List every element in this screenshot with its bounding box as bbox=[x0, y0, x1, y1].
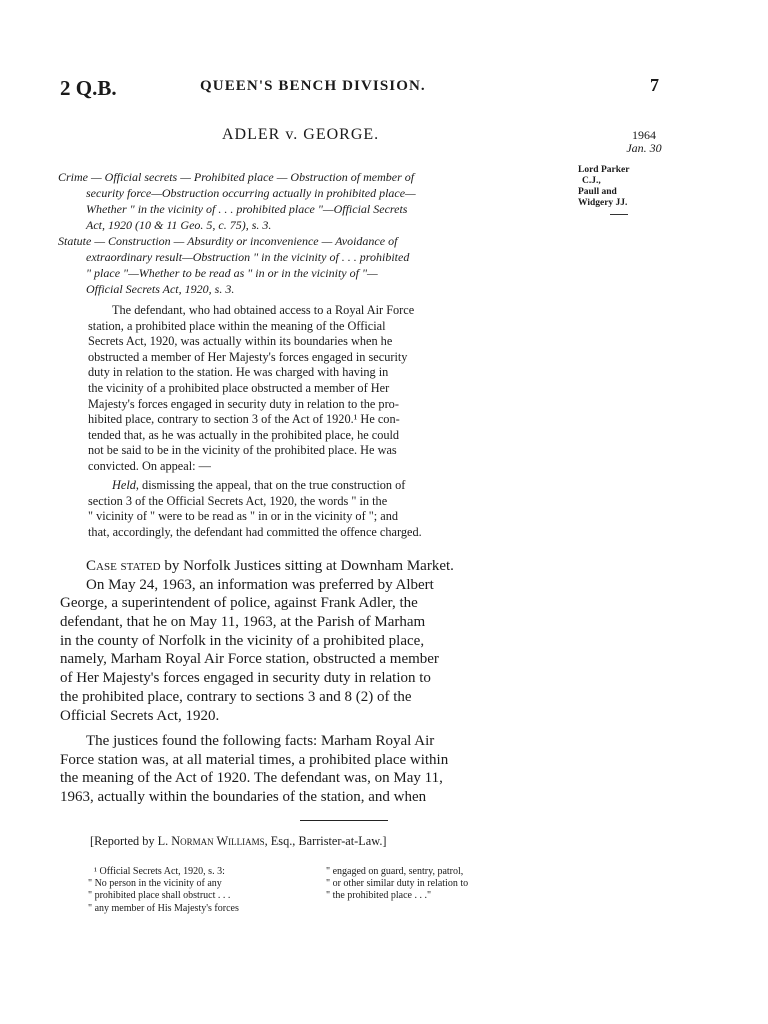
judge-line: Lord Parker bbox=[578, 165, 630, 175]
body-line: of Her Majesty's forces engaged in security duty in relation to bbox=[60, 670, 431, 687]
body-line: Force station was, at all material times, a prohibited place within bbox=[60, 751, 449, 768]
body-line: George, a superintendent of police, against Frank Adler, the bbox=[60, 595, 418, 612]
headnote-line: the vicinity of a prohibited place obstructed a member of Her bbox=[88, 380, 390, 395]
body-line: defendant, that he on May 11, 1963, at the Parish of Marham bbox=[60, 614, 426, 631]
headnote-line: section 3 of the Official Secrets Act, 1920, the words " in the bbox=[88, 493, 388, 508]
headnote-held bbox=[88, 478, 572, 540]
body-line: Case stated by Norfolk Justices sitting at Downham Market. bbox=[86, 558, 454, 574]
catchword-line: security force—Obstruction occurring actually in prohibited place— bbox=[86, 186, 416, 200]
headnote-line: Majesty's forces engaged in security duty in relation to the pro- bbox=[88, 396, 399, 411]
body-line: On May 24, 1963, an information was preferred by Albert bbox=[86, 576, 434, 593]
body-line: in the county of Norfolk in the vicinity of a prohibited place, bbox=[60, 632, 425, 649]
body-line: Official Secrets Act, 1920. bbox=[60, 707, 220, 724]
footnote-line: " or other similar duty in relation to bbox=[326, 878, 469, 890]
body-line: the prohibited place, contrary to sections 3 and 8 (2) of the bbox=[60, 688, 412, 705]
catchword-statute bbox=[58, 233, 572, 297]
headnote-line: obstructed a member of Her Majesty's forces engaged in security bbox=[88, 349, 408, 364]
headnote-line: tended that, as he was actually in the prohibited place, he could bbox=[88, 427, 400, 442]
footnote-line: " any member of His Majesty's forces bbox=[88, 902, 239, 914]
headnote-line: that, accordingly, the defendant had committed the offence charged. bbox=[88, 524, 422, 539]
catchword-crime bbox=[58, 169, 572, 233]
emphasis: Norman Williams bbox=[171, 834, 265, 848]
page-number: 7 bbox=[650, 75, 659, 95]
headnote-facts bbox=[88, 303, 572, 475]
headnote-line: Secrets Act, 1920, was actually within its boundaries when he bbox=[88, 334, 393, 349]
catchword-line: Crime — Official secrets — Prohibited place — Obstruction of member of bbox=[58, 170, 415, 184]
body-line: 1963, actually within the boundaries of the station, and when bbox=[60, 789, 427, 806]
headnote-line: " vicinity of " were to be read as " in or in the vicinity of "; and bbox=[88, 509, 398, 524]
case-title: ADLER v. GEORGE. bbox=[222, 126, 380, 143]
judge-line: Widgery JJ. bbox=[578, 198, 628, 208]
division-heading: QUEEN'S BENCH DIVISION. bbox=[200, 78, 426, 94]
emphasis: Held bbox=[112, 478, 136, 492]
footnote-line: " No person in the vicinity of any bbox=[88, 878, 222, 890]
body-facts bbox=[60, 732, 576, 807]
report-citation: 2 Q.B. bbox=[60, 76, 117, 100]
headnote-line: not be said to be in the vicinity of the prohibited place. He was bbox=[88, 443, 397, 458]
margin-year: 1964 bbox=[632, 128, 656, 142]
footnote-left bbox=[88, 866, 239, 915]
body-case-stated bbox=[60, 557, 576, 725]
footnote-line: " prohibited place shall obstruct . . . bbox=[88, 890, 231, 902]
reporter-credit: [Reported by L. Norman Williams, Esq., Barrister-at-Law.] bbox=[90, 834, 387, 848]
footnote-line: ¹ Official Secrets Act, 1920, s. 3: bbox=[94, 866, 225, 877]
catchword-line: Whether " in the vicinity of . . . prohibited place "—Official Secrets bbox=[86, 202, 408, 216]
body-line: The justices found the following facts: Marham Royal Air bbox=[86, 733, 435, 749]
headnote-line: duty in relation to the station. He was charged with having in bbox=[88, 365, 389, 380]
footnote-line: " engaged on guard, sentry, patrol, bbox=[326, 866, 464, 877]
headnote-line: hibited place, contrary to section 3 of the Act of 1920.¹ He con- bbox=[88, 412, 400, 427]
body-line: namely, Marham Royal Air Force station, obstructed a member bbox=[60, 651, 439, 668]
margin-judges bbox=[578, 165, 668, 209]
headnote-line: convicted. On appeal: — bbox=[88, 458, 211, 473]
judge-line: Paull and bbox=[578, 187, 617, 197]
margin-date: Jan. 30 bbox=[626, 141, 662, 155]
headnote-line: Held, dismissing the appeal, that on the true construction of bbox=[112, 478, 406, 492]
judge-line: C.J., bbox=[582, 176, 601, 186]
section-divider bbox=[300, 820, 388, 821]
catchword-line: Act, 1920 (10 & 11 Geo. 5, c. 75), s. 3. bbox=[86, 218, 272, 232]
headnote-line: The defendant, who had obtained access to a Royal Air Force bbox=[112, 303, 415, 317]
footnote-line: " the prohibited place . . ." bbox=[326, 890, 432, 902]
margin-rule bbox=[610, 214, 628, 215]
catchword-line: " place "—Whether to be read as " in or in the vicinity of "— bbox=[86, 266, 378, 280]
catchword-line: Official Secrets Act, 1920, s. 3. bbox=[86, 282, 235, 296]
catchword-line: Statute — Construction — Absurdity or inconvenience — Avoidance of bbox=[58, 234, 398, 248]
headnote-line: station, a prohibited place within the meaning of the Official bbox=[88, 318, 386, 333]
emphasis: Case stated bbox=[86, 558, 161, 574]
footnote-right bbox=[326, 866, 468, 903]
catchword-line: extraordinary result—Obstruction " in the vicinity of . . . prohibited bbox=[86, 250, 410, 264]
body-line: the meaning of the Act of 1920. The defendant was, on May 11, bbox=[60, 770, 443, 787]
